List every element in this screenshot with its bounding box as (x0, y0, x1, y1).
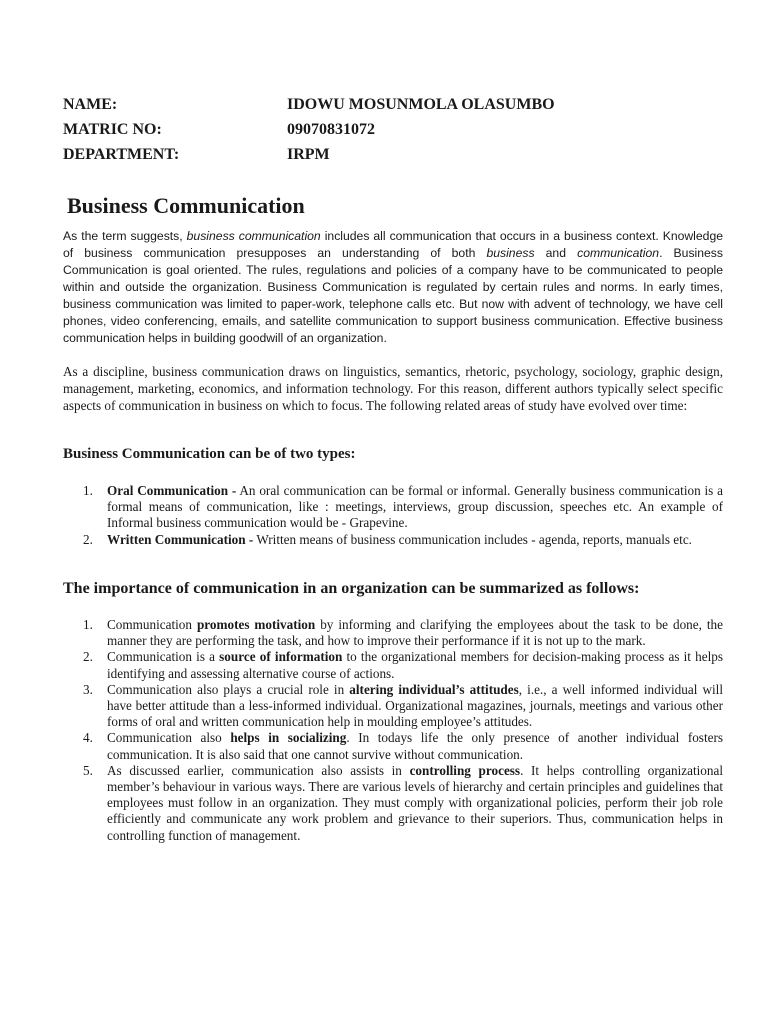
department-value: IRPM (287, 145, 330, 163)
list-pre: Communication also (107, 730, 231, 746)
importance-heading: The importance of communication in an organization can be summarized as follows: (63, 580, 640, 597)
list-rest: An oral communication can be formal or informal. Generally business communication is a formal means of communication, like : meetings, interviews, group discussion, speeches etc. An example of Informal business communication would be - Grapevine. (107, 483, 723, 531)
list-post: . It helps controlling organizational member’s behaviour in various ways. There are various levels of hierarchy and certain principles and guidelines that employees must follow in an organization. They must comply with organizational policies, perform their job role efficiently and communicate any work problem and grievance to their superiors. Thus, communication helps in controlling function of management. (107, 762, 723, 843)
list-pre: Communication is a (107, 649, 220, 665)
importance-list (63, 617, 723, 844)
intro-text-f: communication (577, 246, 660, 260)
list-item (63, 483, 723, 532)
intro-text-e: and (534, 246, 578, 260)
matric-value: 09070831072 (287, 120, 375, 138)
list-bold: altering individual’s attitudes (349, 681, 519, 697)
discipline-paragraph: As a discipline, business communication draws on linguistics, semantics, rhetoric, psychology, sociology, graphic design, management, marketing, economics, and information technology. For this reason, different authors typically select specific aspects of communication in business on which to focus. The following related areas of study have evolved over time: (63, 364, 723, 413)
list-bold: Oral Communication - (107, 483, 237, 498)
types-heading: Business Communication can be of two types: (63, 446, 356, 462)
list-pre: Communication (107, 617, 197, 632)
list-text (107, 617, 723, 649)
list-text (107, 649, 723, 681)
list-pre: Communication also plays a crucial role in (107, 681, 350, 697)
list-rest: Written means of business communication includes - agenda, reports, manuals etc. (253, 531, 692, 547)
list-post: , i.e., a well informed individual will have better attitude than a less-informed individual. Organizational magazines, journals, meetings and various other forms of oral and written communication help in moulding employee’s attitudes. (107, 681, 723, 730)
list-text (107, 483, 723, 532)
list-post: by informing and clarifying the employees about the task to be done, the manner they are performing the task, and how to improve their performance if it is not up to the mark. (107, 617, 723, 649)
list-number: 1. (83, 617, 93, 632)
intro-text-b: business communication (186, 229, 321, 243)
intro-text-a: As the term suggests, (63, 229, 187, 243)
list-bold: promotes motivation (196, 617, 316, 632)
list-number: 3. (83, 681, 93, 697)
department-label: DEPARTMENT: (63, 145, 180, 163)
list-number: 4. (83, 730, 93, 746)
list-number: 5. (83, 762, 93, 778)
intro-text-c: includes all communication that occurs in a business context. Knowledge of business communication presupposes an understanding of both (63, 229, 724, 260)
list-bold: source of information (219, 649, 343, 665)
types-list (63, 483, 723, 548)
list-pre: As discussed earlier, communication also assists in (107, 762, 410, 778)
list-bold: Written Communication - (107, 531, 254, 547)
list-post: . In todays life the only presence of another individual fosters communication. It is also said that one cannot survive without communication. (107, 730, 723, 762)
list-post: to the organizational members for decision-making process as it helps identifying and assessing alternative course of actions. (107, 649, 723, 681)
intro-paragraph (63, 228, 723, 347)
student-info (63, 92, 555, 167)
list-item (63, 730, 723, 762)
list-number: 2. (83, 531, 93, 547)
list-item (63, 532, 723, 548)
list-text (107, 730, 723, 762)
list-item (63, 763, 723, 844)
department-row (63, 142, 555, 167)
list-number: 2. (83, 649, 93, 665)
list-number: 1. (83, 483, 93, 498)
list-text (107, 682, 723, 731)
name-value: IDOWU MOSUNMOLA OLASUMBO (287, 95, 555, 113)
list-text (107, 763, 723, 844)
name-label: NAME: (63, 95, 118, 113)
intro-text-g: . Business Communication is goal oriented. The rules, regulations and policies of a company have to be communicated to people within and outside the organization. Business Communication is regulated by certain rules and norms. In early times, business communication was limited to paper-work, telephone calls etc. But now with advent of technology, we have cell phones, video conferencing, emails, and satellite communication to support business communication. Effective business communication helps in building goodwill of an organization. (63, 246, 723, 345)
list-item (63, 649, 723, 681)
matric-label: MATRIC NO: (63, 120, 162, 138)
name-row (63, 92, 555, 117)
list-item (63, 617, 723, 649)
matric-row (63, 117, 555, 142)
list-text (107, 532, 723, 548)
page-title: Business Communication (67, 193, 305, 218)
intro-text-d: business (486, 246, 535, 260)
list-item (63, 682, 723, 731)
list-bold: helps in socializing (230, 730, 347, 746)
list-bold: controlling process (409, 762, 521, 778)
